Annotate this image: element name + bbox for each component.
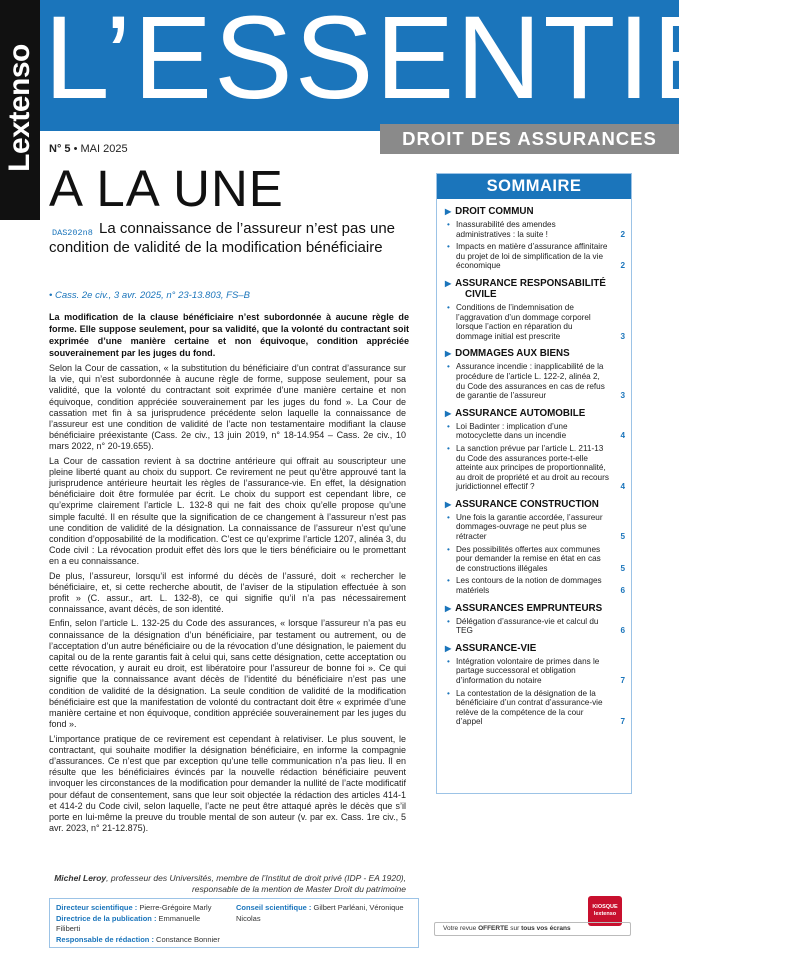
article-reference: • Cass. 2e civ., 3 avr. 2025, n° 23-13.803, FS–B (49, 290, 250, 301)
toc-section-title[interactable] (445, 206, 625, 217)
toc-entry-page: 4 (620, 482, 625, 492)
bullet-icon: • (447, 688, 450, 698)
toc-section-title[interactable] (445, 408, 625, 419)
toc-entry-page: 7 (620, 717, 625, 727)
toc-entry-text: Assurance incendie : inapplicabilité de la procédure de l’article L. 122-2, alinéa 2, du Code des assurances en cas de refus de garantie de l’assureur (456, 362, 605, 401)
bullet-icon: • (447, 512, 450, 522)
triangle-right-icon: ▶ (445, 408, 452, 418)
triangle-right-icon: ▶ (445, 278, 452, 288)
toc-entry[interactable] (445, 303, 625, 341)
toc-entry[interactable] (445, 444, 625, 492)
toc-entry-text: Conditions de l’indemnisation de l’aggravation d’un dommage corporel lorsque l’action en réparation du dommage initial est prescrite (456, 302, 591, 341)
bullet-icon: • (447, 302, 450, 312)
triangle-right-icon: ▶ (445, 643, 452, 653)
toc-section-title[interactable] (445, 603, 625, 614)
toc-section-label: DOMMAGES AUX BIENS (455, 348, 570, 360)
toc-section (437, 603, 631, 636)
director-name: Pierre-Grégoire Marly (139, 903, 212, 912)
toc-section-label: DROIT COMMUN (455, 206, 534, 217)
toc-entry-text: Inassurabilité des amendes administratives : la suite ! (456, 220, 556, 239)
article-paragraph: Selon la Cour de cassation, « la substitution du bénéficiaire d’un contrat d’assurance sur la vie, qui n’est subordonnée à aucune règle de forme, suppose seulement, pour sa validité, que la volonté du contractant soit exprimée d’une manière certaine et non équivoque, condition appréciée souverainement par les juges du fond ». La Cour de cassation met fin à sa jurisprudence précédente selon laquelle la connaissance de l’assureur est une condition de validité de l’acte non testamentaire modifiant la clause bénéficiaire préexistante (Cass. 2e civ., 13 juin 2019, n° 18-14.954 – Cass. 2e civ., 10 mars 2022, n° 20-19.655). (49, 363, 406, 452)
masthead-title: L’ESSENTIEL (44, 0, 801, 124)
article-paragraph: Enfin, selon l’article L. 132-25 du Code des assurances, « lorsque l’assureur n’a pas eu connaissance de la désignation d’un bénéficiaire, par testament ou autrement, ou de l’acceptation d’un autre bénéficiaire ou de la révocation d’une désignation, le paiement du capital ou de la rente garantis fait à celui qui, sans cette désignation, cette acceptation ou cette révocation, y aurait eu droit, est libératoire pour l’assureur de bonne foi ». Ce qui signifie que la connaissance avant décès de l’identité du bénéficiaire n’est pas une condition de validité de la désignation. La seule condition de validité de la modification bénéficiaire est que la manifestation de volonté du contractant doit être « exprimée d’une manière certaine et non équivoque, condition appréciée souverainement par les juges du fond ». (49, 618, 406, 730)
article-lead: La modification de la clause bénéficiaire n’est subordonnée à aucune règle de forme. Elle suppose seulement, pour sa validité, que la volonté du contractant soit exprimée d’une manière certaine et non équivoque, condition appréciée souverainement par les juges du fond. (49, 312, 409, 358)
triangle-right-icon: ▶ (445, 349, 452, 359)
toc-section (437, 499, 631, 596)
author-role: , professeur des Universités, membre de l’Institut de droit privé (IDP - EA 1920), responsable de la mention de Master Droit du patrimoine (106, 873, 406, 894)
toc-section-title[interactable] (445, 348, 625, 359)
publication-label: Directrice de la publication : (56, 913, 157, 923)
author-name: Michel Leroy (54, 873, 107, 883)
council-names: Gilbert Parléani, Véronique Nicolas (236, 903, 404, 923)
toc-entry-text: Loi Badinter : implication d’une motocyclette dans un incendie (456, 421, 568, 441)
issue-separator: • (73, 143, 78, 155)
credits-left (56, 903, 226, 945)
toc-section (437, 206, 631, 271)
editor-name: Constance Bonnier (156, 934, 220, 944)
toc-section-label: ASSURANCES EMPRUNTEURS (455, 602, 603, 614)
article-paragraph: La Cour de cassation revient à sa doctrine antérieure qui offrait au souscripteur une pleine liberté quant au choix du support. Ce revirement ne peut qu’être approuvé tant la jurisprudence antérieure heurtait les règles de l’assurance-vie. En effet, la désignation bénéficiaire doit être formulée par écrit. Le choix du support est cependant libre, ce qu’exprime clairement l’article L. 132-8 qui ne fait des choix qu’elle propose qu’une simple faculté. Il en résulte que la signification de ce changement à l’assureur n’est pas une condition de validité de la désignation. La connaissance de l’assureur n’est qu’une condition d’opposabilité de la modification. C’est ce qu’exprime l’article 1207, alinéa 3, du Code civil : La révocation produit effet dès lors que le tiers bénéficiaire ou le promettant en a eu connaissance. (49, 455, 406, 567)
kiosque-text: Votre revue (443, 925, 479, 932)
toc-entry[interactable] (445, 689, 625, 727)
issue-number: N° 5 (49, 143, 71, 155)
editorial-credits (49, 898, 419, 948)
kiosque-screens: tous vos écrans (521, 925, 571, 932)
toc-entry-page: 7 (620, 676, 625, 685)
bullet-icon: • (447, 656, 450, 666)
toc-entry-page: 6 (620, 626, 625, 636)
toc-entry-text: Des possibilités offertes aux communes pour demander la remise en état en cas de constructions illégales (456, 544, 601, 573)
toc-entry[interactable] (445, 362, 625, 400)
toc-entry-text: Impacts en matière d’assurance affinitaire du projet de loi de simplification de la vie économique (456, 242, 608, 271)
bullet-icon: • (447, 443, 450, 453)
issue-date: MAI 2025 (80, 143, 128, 155)
toc-sections (437, 206, 631, 727)
toc-entry-page: 6 (620, 586, 625, 596)
toc-section (437, 408, 631, 492)
bullet-icon: • (447, 220, 450, 229)
council-label: Conseil scientifique : (236, 903, 312, 912)
article-paragraph: L’importance pratique de ce revirement est cependant à relativiser. Le plus souvent, le contractant, qui souhaite modifier la désignation bénéficiaire, en informe la compagnie d’assurances. Ce n’est que par exception qu’une telle communication n’a pas lieu. Il en résulte que les bénéficiaires évincés par la nouvelle rédaction bénéficiaire peuvent invoquer les circonstances de la modification pour demander la nullité de l’acte modificatif pour défaut de consentement, sans que leur soit objectée la rédaction des articles 414-1 et 414-2 du Code civil, selon laquelle, l’acte ne peut être attaqué après le décès que s’il porte en lui-même la preuve du trouble mental de son auteur (v. par ex. Cass. 1re civ., 5 avr. 2023, n° 21-12.875). (49, 733, 406, 834)
toc-entry-page: 2 (620, 229, 625, 239)
article-author (49, 873, 406, 895)
brand-bar (0, 0, 40, 220)
bullet-icon: • (447, 576, 450, 586)
toc-section-label-cont: CIVILE (465, 288, 497, 300)
director-label: Directeur scientifique : (56, 903, 138, 912)
toc-entry-text: La sanction prévue par l’article L. 211-13 du Code des assurances porte-t-elle atteinte aux principes de proportionnalité, au droit de propriété et au droit au recours juridictionnel effectif ? (456, 443, 609, 492)
article-tag: DAS202n8 (52, 228, 93, 238)
toc-section-label: ASSURANCE AUTOMOBILE (455, 407, 586, 419)
toc-entry-page: 4 (620, 431, 625, 441)
issue-info (49, 143, 128, 155)
subject-label: DROIT DES ASSURANCES (380, 124, 679, 154)
table-of-contents (436, 173, 632, 794)
article-paragraph: De plus, l’assureur, lorsqu’il est informé du décès de l’assuré, doit « rechercher le bénéficiaire, et, si cette recherche aboutit, de l’aviser de la stipulation effectuée à son profit » (C. assur., art. L. 132-8), ce qui signifie qu’il n’a pas nécessairement connaissance, avant décès, de son identité. (49, 570, 406, 615)
toc-entry-page: 3 (620, 331, 625, 341)
triangle-right-icon: ▶ (445, 603, 452, 613)
triangle-right-icon: ▶ (445, 499, 452, 509)
toc-entry-text: Intégration volontaire de primes dans le partage successoral et obligation d’information du notaire (456, 656, 600, 685)
triangle-right-icon: ▶ (445, 207, 452, 216)
publication-name: Emmanuelle Filiberti (56, 913, 201, 933)
section-kicker: A LA UNE (49, 160, 284, 217)
bullet-icon: • (447, 616, 450, 626)
toc-entry-text: La contestation de la désignation de la bénéficiaire d’un contrat d’assurance-vie relève de la compétence de la cour d’appel (456, 688, 603, 727)
toc-section (437, 643, 631, 727)
brand-logo: Lextenso (3, 44, 36, 172)
toc-section-label: ASSURANCE RESPONSABILITÉ (455, 277, 606, 289)
toc-entry-page: 2 (620, 261, 625, 271)
toc-entry-page: 3 (620, 391, 625, 401)
kiosque-badge-line1: KIOSQUE (592, 904, 618, 910)
kiosque-banner[interactable] (434, 922, 631, 936)
bullet-icon: • (447, 242, 450, 252)
credits-right (236, 903, 416, 924)
toc-section-title[interactable] (445, 643, 625, 654)
bullet-icon: • (447, 544, 450, 554)
toc-section-title[interactable] (445, 278, 625, 300)
toc-section-label: ASSURANCE-VIE (455, 642, 537, 654)
toc-entry-text: Délégation d’assurance-vie et calcul du TEG (456, 616, 599, 636)
toc-entry[interactable] (445, 657, 625, 686)
kiosque-badge-line2: lextenso (593, 911, 617, 917)
toc-entry[interactable] (445, 545, 625, 574)
kiosque-offered: OFFERTE (478, 925, 509, 932)
toc-title: SOMMAIRE (437, 174, 631, 199)
toc-entry-page: 5 (620, 563, 625, 573)
toc-section (437, 348, 631, 400)
article-body (49, 363, 406, 837)
kiosque-text-mid: sur (508, 925, 522, 932)
toc-section-label: ASSURANCE CONSTRUCTION (455, 498, 599, 510)
toc-entry[interactable] (445, 617, 625, 636)
editor-label: Responsable de rédaction : (56, 934, 154, 944)
toc-entry[interactable] (445, 242, 625, 271)
toc-entry-text: Les contours de la notion de dommages matériels (456, 576, 602, 596)
toc-entry-text: Une fois la garantie accordée, l’assureur dommages-ouvrage ne peut plus se rétracter (456, 512, 603, 542)
bullet-icon: • (447, 362, 450, 372)
toc-section (437, 278, 631, 341)
toc-entry[interactable] (445, 220, 625, 239)
toc-entry[interactable] (445, 513, 625, 542)
bullet-icon: • (447, 421, 450, 431)
toc-section-title[interactable] (445, 499, 625, 510)
toc-entry[interactable] (445, 422, 625, 441)
toc-entry[interactable] (445, 576, 625, 595)
toc-entry-page: 5 (620, 532, 625, 542)
article-headline: La connaissance de l’assureur n’est pas une condition de validité de la modification bénéficiaire (49, 220, 396, 256)
